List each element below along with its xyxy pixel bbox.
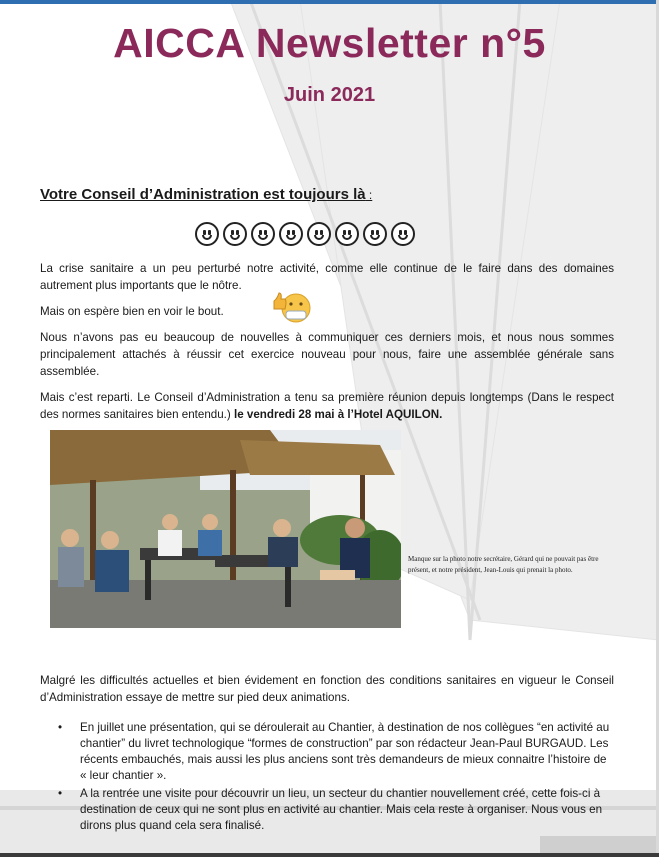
animations-list — [58, 720, 613, 836]
paragraph-animations: Malgré les difficultés actuelles et bien évidement en fonction des conditions sanitaires en vigueur le Conseil d’Administration essaye de mettre sur pied deux animations. — [40, 674, 614, 704]
top-border — [0, 0, 659, 4]
bottom-border — [0, 853, 659, 857]
section-heading-text: Votre Conseil d’Administration est toujours là — [40, 186, 366, 203]
newsletter-date: Juin 2021 — [283, 84, 376, 106]
list-item: • A la rentrée une visite pour découvrir un lieu, un secteur du chantier nouvellement créé, cette fois-ci à destination de ceux qui ne sont plus en activité au chantier. Mais cela reste à organiser. Nous vous en dirons plus quand cela sera finalisé. — [58, 786, 613, 834]
happy-face-icon — [391, 222, 415, 246]
list-item: • En juillet une présentation, qui se déroulerait au Chantier, à destination de nos collègues “en activité au chantier” du livret technologique “formes de construction” par son rédacteur Jean-Paul BURGAUD. Les récents embauchés, mais aussi les plus anciens sont très demandeurs de mieux connaitre l’histoire de « leur chantier ». — [58, 720, 613, 784]
paragraph-crisis: La crise sanitaire a un peu perturbé notre activité, comme elle continue de le faire dans des domaines autrement plus importants que le nôtre. — [40, 262, 614, 292]
paragraph-news: Nous n’avons pas eu beaucoup de nouvelles à communiquer ces derniers mois, et nous nous sommes principalement attachés à réussir cet exercice nouveau pour nous, faire une assemblée générale sans assemblée. — [40, 331, 614, 378]
winking-face-icon — [335, 222, 359, 246]
grinning-face-icon — [195, 222, 219, 246]
meeting-date-location: le vendredi 28 mai à l’Hotel AQUILON. — [234, 408, 443, 421]
photo-caption: Manque sur la photo notre secrétaire, Gérard qui ne pouvait pas être présent, et notre président, Jean-Louis qui prenait la photo. — [408, 555, 599, 574]
newsletter-title: AICCA Newsletter n°5 — [113, 20, 546, 66]
paragraph-meeting — [40, 389, 614, 423]
beaming-face-icon — [251, 222, 275, 246]
smiling-face-icon — [223, 222, 247, 246]
section-heading — [40, 186, 372, 203]
section-heading-colon: : — [365, 188, 373, 202]
meeting-text: Mais c’est reparti. Le Conseil d’Administration a tenu sa première réunion depuis longtemps (Dans le respect des normes sanitaires bien entendu.) — [40, 391, 614, 421]
laughing-face-icon — [363, 222, 387, 246]
paragraph-hope: Mais on espère bien en voir le bout. — [40, 305, 224, 318]
meeting-photo — [50, 430, 401, 628]
thumbs-up-mask-icon — [271, 289, 311, 325]
emoji-row — [195, 222, 415, 246]
slight-smile-face-icon — [307, 222, 331, 246]
sunglasses-face-icon — [279, 222, 303, 246]
